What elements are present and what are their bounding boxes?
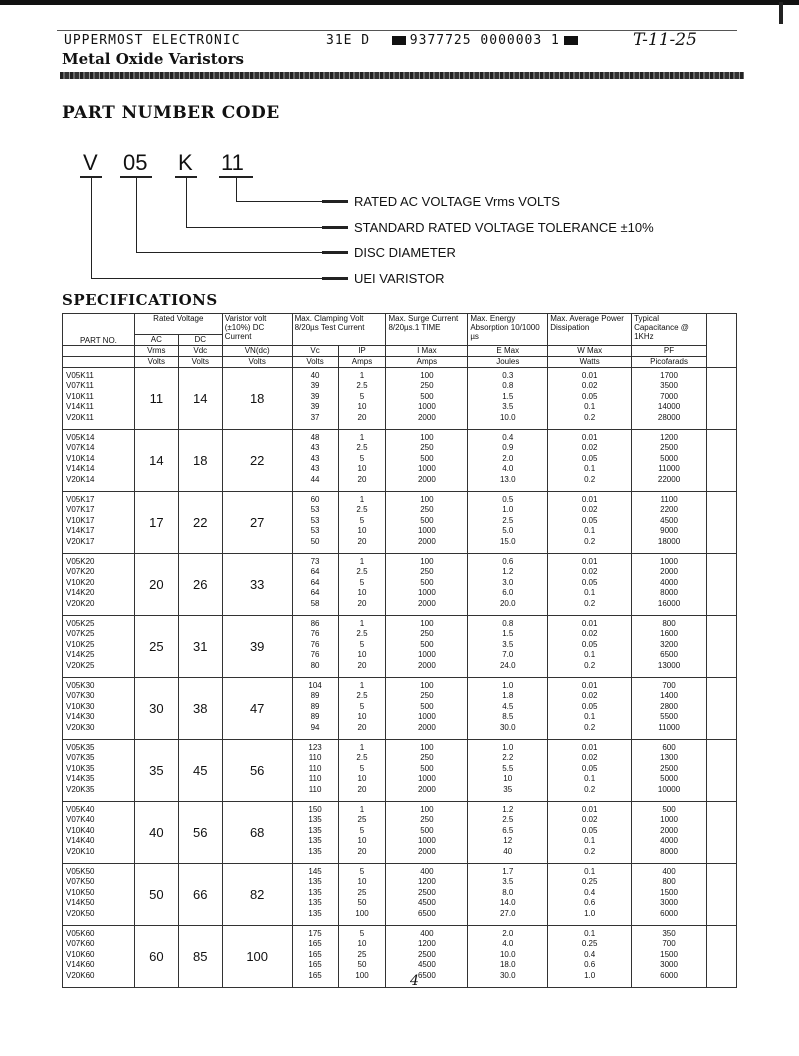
table-row bbox=[63, 802, 737, 864]
varistor-volt: 22 bbox=[222, 430, 292, 492]
unit2-surge: Amps bbox=[386, 357, 468, 368]
unit-cap-sym: PF bbox=[632, 346, 707, 357]
power-wmax: 0.01 0.02 0.05 0.1 0.2 bbox=[548, 678, 632, 740]
top-scan-border bbox=[0, 0, 799, 5]
blank-cell bbox=[707, 554, 737, 616]
pn-segment-k: K bbox=[178, 150, 193, 175]
pn-segment-11: 11 bbox=[221, 150, 244, 175]
part-list: V05K50 V07K50 V10K50 V14K50 V20K50 bbox=[63, 864, 135, 926]
unit-ac: Vrms bbox=[134, 346, 178, 357]
arrow-dash-2 bbox=[322, 226, 348, 229]
rated-dc: 22 bbox=[178, 492, 222, 554]
energy-emax: 0.4 0.9 2.0 4.0 13.0 bbox=[468, 430, 548, 492]
rated-ac: 17 bbox=[134, 492, 178, 554]
part-list: V05K11 V07K11 V10K11 V14K11 V20K11 bbox=[63, 368, 135, 430]
blank-cell bbox=[707, 864, 737, 926]
clamp-ip: 5 10 25 50 100 bbox=[338, 926, 386, 988]
clamp-ip: 1 2.5 5 10 20 bbox=[338, 368, 386, 430]
capacitance: 500 1000 2000 4000 8000 bbox=[632, 802, 707, 864]
varistor-volt: 18 bbox=[222, 368, 292, 430]
clamp-ip: 1 2.5 5 10 20 bbox=[338, 616, 386, 678]
unit2-var: Volts bbox=[222, 357, 292, 368]
header-band bbox=[60, 72, 744, 79]
unit-energy-sym: E Max bbox=[468, 346, 548, 357]
rated-ac: 14 bbox=[134, 430, 178, 492]
clamp-ip: 1 2.5 5 10 20 bbox=[338, 430, 386, 492]
blank-cell bbox=[707, 616, 737, 678]
energy-emax: 0.8 1.5 3.5 7.0 24.0 bbox=[468, 616, 548, 678]
blank-cell bbox=[707, 678, 737, 740]
unit-dc: Vdc bbox=[178, 346, 222, 357]
surge-imax: 100 250 500 1000 2000 bbox=[386, 554, 468, 616]
rated-dc: 56 bbox=[178, 802, 222, 864]
connector-05-h bbox=[136, 252, 348, 253]
th-max-surge: Max. Surge Current 8/20µs.1 TIME bbox=[386, 314, 468, 346]
connector-05-v bbox=[136, 178, 137, 253]
varistor-volt: 33 bbox=[222, 554, 292, 616]
power-wmax: 0.01 0.02 0.05 0.1 0.2 bbox=[548, 616, 632, 678]
connector-11-v bbox=[236, 178, 237, 202]
label-rated-ac-voltage: RATED AC VOLTAGE Vrms VOLTS bbox=[354, 194, 560, 209]
rated-dc: 66 bbox=[178, 864, 222, 926]
unit2-ip: Amps bbox=[338, 357, 386, 368]
header-codes bbox=[326, 33, 582, 48]
power-wmax: 0.1 0.25 0.4 0.6 1.0 bbox=[548, 926, 632, 988]
rated-ac: 40 bbox=[134, 802, 178, 864]
black-block-1 bbox=[392, 36, 406, 45]
energy-emax: 2.0 4.0 10.0 18.0 30.0 bbox=[468, 926, 548, 988]
power-wmax: 0.01 0.02 0.05 0.1 0.2 bbox=[548, 430, 632, 492]
varistor-volt: 82 bbox=[222, 864, 292, 926]
energy-emax: 1.7 3.5 8.0 14.0 27.0 bbox=[468, 864, 548, 926]
capacitance: 1000 2000 4000 8000 16000 bbox=[632, 554, 707, 616]
rated-ac: 30 bbox=[134, 678, 178, 740]
capacitance: 1200 2500 5000 11000 22000 bbox=[632, 430, 707, 492]
th-max-energy: Max. Energy Absorption 10/1000 µs bbox=[468, 314, 548, 346]
rated-dc: 45 bbox=[178, 740, 222, 802]
power-wmax: 0.01 0.02 0.05 0.1 0.2 bbox=[548, 740, 632, 802]
rated-ac: 25 bbox=[134, 616, 178, 678]
part-list: V05K30 V07K30 V10K30 V14K30 V20K30 bbox=[63, 678, 135, 740]
clamp-vc: 73 64 64 64 58 bbox=[292, 554, 338, 616]
varistor-volt: 68 bbox=[222, 802, 292, 864]
table-row bbox=[63, 678, 737, 740]
code-b: 9377725 0000003 1 bbox=[409, 33, 560, 48]
blank-cell bbox=[707, 926, 737, 988]
energy-emax: 1.2 2.5 6.5 12 40 bbox=[468, 802, 548, 864]
rated-ac: 50 bbox=[134, 864, 178, 926]
rated-ac: 35 bbox=[134, 740, 178, 802]
table-row bbox=[63, 616, 737, 678]
unit-var: VN(dc) bbox=[222, 346, 292, 357]
table-row bbox=[63, 740, 737, 802]
varistor-volt: 39 bbox=[222, 616, 292, 678]
clamp-vc: 175 165 165 165 165 bbox=[292, 926, 338, 988]
header-row-1 bbox=[63, 314, 737, 335]
energy-emax: 1.0 2.2 5.5 10 35 bbox=[468, 740, 548, 802]
surge-imax: 100 250 500 1000 2000 bbox=[386, 802, 468, 864]
th-dc: DC bbox=[178, 335, 222, 346]
capacitance: 400 800 1500 3000 6000 bbox=[632, 864, 707, 926]
clamp-vc: 150 135 135 135 135 bbox=[292, 802, 338, 864]
units-row-1 bbox=[63, 346, 737, 357]
capacitance: 800 1600 3200 6500 13000 bbox=[632, 616, 707, 678]
connector-k-v bbox=[186, 178, 187, 228]
clamp-vc: 104 89 89 89 94 bbox=[292, 678, 338, 740]
arrow-dash-3 bbox=[322, 251, 348, 254]
surge-imax: 100 250 500 1000 2000 bbox=[386, 616, 468, 678]
blank-cell bbox=[707, 802, 737, 864]
energy-emax: 0.5 1.0 2.5 5.0 15.0 bbox=[468, 492, 548, 554]
rated-dc: 85 bbox=[178, 926, 222, 988]
clamp-vc: 123 110 110 110 110 bbox=[292, 740, 338, 802]
capacitance: 350 700 1500 3000 6000 bbox=[632, 926, 707, 988]
unit2-ac: Volts bbox=[134, 357, 178, 368]
blank-cell bbox=[707, 492, 737, 554]
clamp-vc: 145 135 135 135 135 bbox=[292, 864, 338, 926]
table-row bbox=[63, 430, 737, 492]
th-part-no: PART NO. bbox=[63, 314, 135, 346]
specifications-table bbox=[62, 313, 737, 988]
pn-segment-05: 05 bbox=[123, 150, 148, 175]
capacitance: 1700 3500 7000 14000 28000 bbox=[632, 368, 707, 430]
surge-imax: 400 1200 2500 4500 6500 bbox=[386, 926, 468, 988]
unit2-power: Watts bbox=[548, 357, 632, 368]
unit2-part bbox=[63, 357, 135, 368]
blank-cell bbox=[707, 368, 737, 430]
part-list: V05K20 V07K20 V10K20 V14K20 V20K20 bbox=[63, 554, 135, 616]
pn-segment-v: V bbox=[83, 150, 98, 175]
th-max-power: Max. Average Power Dissipation bbox=[548, 314, 632, 346]
rated-dc: 14 bbox=[178, 368, 222, 430]
clamp-vc: 86 76 76 76 80 bbox=[292, 616, 338, 678]
table-body bbox=[63, 368, 737, 988]
black-block-2 bbox=[564, 36, 578, 45]
clamp-ip: 1 2.5 5 10 20 bbox=[338, 554, 386, 616]
blank-cell bbox=[707, 740, 737, 802]
label-uei-varistor: UEI VARISTOR bbox=[354, 271, 445, 286]
clamp-ip: 1 2.5 5 10 20 bbox=[338, 492, 386, 554]
corner-mark bbox=[779, 2, 783, 24]
rated-ac: 60 bbox=[134, 926, 178, 988]
unit2-energy: Joules bbox=[468, 357, 548, 368]
surge-imax: 400 1200 2500 4500 6500 bbox=[386, 864, 468, 926]
company-name: UPPERMOST ELECTRONIC bbox=[64, 33, 241, 48]
varistor-volt: 47 bbox=[222, 678, 292, 740]
part-list: V05K60 V07K60 V10K60 V14K60 V20K60 bbox=[63, 926, 135, 988]
energy-emax: 1.0 1.8 4.5 8.5 30.0 bbox=[468, 678, 548, 740]
unit-vc: Vc bbox=[292, 346, 338, 357]
unit2-cap: Picofarads bbox=[632, 357, 707, 368]
clamp-ip: 1 25 5 10 20 bbox=[338, 802, 386, 864]
th-varistor-volt: Varistor volt (±10%) DC Current bbox=[222, 314, 292, 346]
document-title: Metal Oxide Varistors bbox=[62, 50, 244, 68]
connector-v-h bbox=[91, 278, 348, 279]
blank-cell bbox=[707, 430, 737, 492]
specifications-heading: SPECIFICATIONS bbox=[62, 291, 218, 309]
surge-imax: 100 250 500 1000 2000 bbox=[386, 678, 468, 740]
clamp-ip: 5 10 25 50 100 bbox=[338, 864, 386, 926]
rated-ac: 11 bbox=[134, 368, 178, 430]
energy-emax: 0.6 1.2 3.0 6.0 20.0 bbox=[468, 554, 548, 616]
label-disc-diameter: DISC DIAMETER bbox=[354, 245, 456, 260]
table-row bbox=[63, 926, 737, 988]
power-wmax: 0.01 0.02 0.05 0.1 0.2 bbox=[548, 802, 632, 864]
power-wmax: 0.1 0.25 0.4 0.6 1.0 bbox=[548, 864, 632, 926]
part-list: V05K35 V07K35 V10K35 V14K35 V20K35 bbox=[63, 740, 135, 802]
unit2-dc: Volts bbox=[178, 357, 222, 368]
table-row bbox=[63, 492, 737, 554]
clamp-ip: 1 2.5 5 10 20 bbox=[338, 740, 386, 802]
varistor-volt: 100 bbox=[222, 926, 292, 988]
surge-imax: 100 250 500 1000 2000 bbox=[386, 740, 468, 802]
handwritten-code: T-11-25 bbox=[633, 30, 697, 50]
th-rated-voltage: Rated Voltage bbox=[134, 314, 222, 335]
energy-emax: 0.3 0.8 1.5 3.5 10.0 bbox=[468, 368, 548, 430]
code-a: 31E D bbox=[326, 33, 371, 48]
part-list: V05K40 V07K40 V10K40 V14K40 V20K10 bbox=[63, 802, 135, 864]
th-capacitance: Typical Capacitance @ 1KHz bbox=[632, 314, 707, 346]
power-wmax: 0.01 0.02 0.05 0.1 0.2 bbox=[548, 492, 632, 554]
rated-dc: 26 bbox=[178, 554, 222, 616]
th-max-clamping: Max. Clamping Volt 8/20µs Test Current bbox=[292, 314, 386, 346]
part-list: V05K14 V07K14 V10K14 V14K14 V20K14 bbox=[63, 430, 135, 492]
surge-imax: 100 250 500 1000 2000 bbox=[386, 368, 468, 430]
th-ac: AC bbox=[134, 335, 178, 346]
unit-ip: IP bbox=[338, 346, 386, 357]
part-list: V05K17 V07K17 V10K17 V14K17 V20K17 bbox=[63, 492, 135, 554]
unit-surge-sym: I Max bbox=[386, 346, 468, 357]
table-row bbox=[63, 554, 737, 616]
rated-dc: 18 bbox=[178, 430, 222, 492]
table-row bbox=[63, 368, 737, 430]
unit2-vc: Volts bbox=[292, 357, 338, 368]
units-row-2 bbox=[63, 357, 737, 368]
capacitance: 1100 2200 4500 9000 18000 bbox=[632, 492, 707, 554]
power-wmax: 0.01 0.02 0.05 0.1 0.2 bbox=[548, 554, 632, 616]
rated-dc: 31 bbox=[178, 616, 222, 678]
connector-v-v bbox=[91, 178, 92, 279]
arrow-dash-4 bbox=[322, 277, 348, 280]
arrow-dash-1 bbox=[322, 200, 348, 203]
varistor-volt: 56 bbox=[222, 740, 292, 802]
unit-power-sym: W Max bbox=[548, 346, 632, 357]
clamp-vc: 48 43 43 43 44 bbox=[292, 430, 338, 492]
label-voltage-tolerance: STANDARD RATED VOLTAGE TOLERANCE ±10% bbox=[354, 220, 654, 235]
surge-imax: 100 250 500 1000 2000 bbox=[386, 430, 468, 492]
power-wmax: 0.01 0.02 0.05 0.1 0.2 bbox=[548, 368, 632, 430]
capacitance: 600 1300 2500 5000 10000 bbox=[632, 740, 707, 802]
capacitance: 700 1400 2800 5500 11000 bbox=[632, 678, 707, 740]
part-number-heading: PART NUMBER CODE bbox=[62, 103, 280, 123]
page-mark: 4 bbox=[410, 973, 419, 989]
clamp-vc: 60 53 53 53 50 bbox=[292, 492, 338, 554]
part-list: V05K25 V07K25 V10K25 V14K25 V20K25 bbox=[63, 616, 135, 678]
varistor-volt: 27 bbox=[222, 492, 292, 554]
th-blank bbox=[707, 314, 737, 368]
table-row bbox=[63, 864, 737, 926]
clamp-ip: 1 2.5 5 10 20 bbox=[338, 678, 386, 740]
unit-part bbox=[63, 346, 135, 357]
rated-ac: 20 bbox=[134, 554, 178, 616]
clamp-vc: 40 39 39 39 37 bbox=[292, 368, 338, 430]
rated-dc: 38 bbox=[178, 678, 222, 740]
surge-imax: 100 250 500 1000 2000 bbox=[386, 492, 468, 554]
